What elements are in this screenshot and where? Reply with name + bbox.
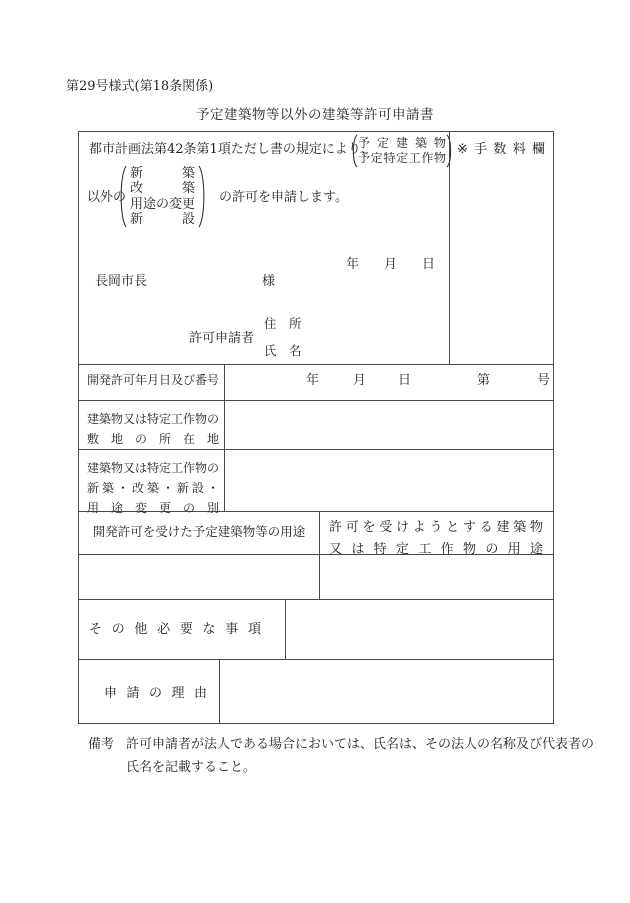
fee-token: 料 (512, 142, 526, 157)
statement-intro: 都市計画法第42条第1項ただし書の規定により、 (89, 142, 374, 157)
site-location-label (87, 409, 219, 449)
date-day-label: 日 (421, 257, 435, 272)
fee-token: 手 (474, 142, 488, 157)
label-column-divider (224, 364, 225, 511)
remarks-line2: 氏名を記載すること。 (126, 760, 257, 775)
date-year-label: 年 (346, 257, 360, 272)
fee-token: ※ (457, 142, 468, 157)
site-location-label-line2: 敷地の所在地 (87, 432, 219, 446)
construction-type-label-line1: 建築物又は特定工作物の (87, 461, 220, 475)
form-number: 第29号様式(第18条関係) (66, 79, 214, 94)
row-divider (79, 449, 553, 450)
mayor-label: 長岡市長 (95, 274, 148, 289)
bracket-right-icon (446, 134, 453, 168)
planned-items-bracket-group (351, 134, 453, 168)
act-item-shinsetsu: 新設 (130, 212, 195, 227)
permit-day-label: 日 (398, 373, 412, 388)
permit-month-label: 月 (353, 373, 367, 388)
name-label: 氏 名 (264, 343, 302, 358)
permit-date-number-label: 開発許可年月日及び番号 (87, 373, 220, 387)
act-item-shinchiku: 新築 (130, 165, 195, 181)
honorific-label: 様 (262, 274, 276, 289)
other-matters-label: その他必要な事項 (89, 622, 261, 637)
date-month-label: 月 (383, 257, 397, 272)
application-form-table (78, 131, 554, 724)
bracket-left-icon (118, 165, 127, 228)
use-column-divider (319, 511, 320, 599)
remarks-line1: 許可申請者が法人である場合においては、氏名は、その法人の名称及び代表者の (126, 737, 595, 752)
use-header-left: 開発許可を受けた予定建築物等の用途 (92, 524, 306, 539)
apply-suffix: の許可を申請します。 (219, 190, 348, 205)
act-item-yoto-henko: 用途の変更 (130, 196, 196, 212)
act-item-kaichiku: 改築 (130, 181, 195, 196)
remarks-label: 備考 (88, 737, 115, 752)
row-divider (79, 599, 553, 600)
reason-column-divider (219, 659, 220, 723)
use-header-right-line2: 又は特定工作物の用途 (329, 542, 543, 557)
application-date-line (346, 258, 435, 271)
use-header-right (329, 517, 543, 561)
act-items-bracket-group (118, 165, 207, 228)
site-location-label-line1: 建築物又は特定工作物の (87, 412, 220, 426)
address-label: 住 所 (264, 316, 302, 331)
construction-type-label-line3: 用途変更の別 (87, 501, 219, 515)
bracket-left-icon (351, 134, 358, 168)
applicant-label: 許可申請者 (189, 331, 255, 346)
fee-token: 欄 (531, 142, 545, 157)
construction-type-label-line2: 新築・改築・新設・ (87, 481, 219, 495)
other-column-divider (285, 599, 286, 659)
application-reason-label: 申請の理由 (104, 686, 207, 701)
bracket-right-icon (198, 165, 207, 228)
page-title: 予定建築物等以外の建築等許可申請書 (196, 107, 434, 123)
permit-no-prefix-label: 第 (477, 373, 491, 388)
outside-prefix: 以外の (87, 190, 127, 205)
construction-type-label (87, 458, 219, 518)
planned-structure-label: 予定特定工作物 (358, 151, 446, 165)
permit-year-label: 年 (306, 373, 320, 388)
fee-column-label (457, 143, 545, 156)
permit-no-suffix-label: 号 (537, 373, 551, 388)
use-header-right-line1: 許可を受けようとする建築物 (329, 520, 543, 535)
row-divider (79, 400, 553, 401)
row-divider (79, 364, 553, 365)
fee-token: 数 (493, 142, 507, 157)
planned-building-label: 予定建築物 (358, 136, 446, 150)
row-divider (79, 659, 553, 660)
remarks-note (88, 733, 594, 779)
